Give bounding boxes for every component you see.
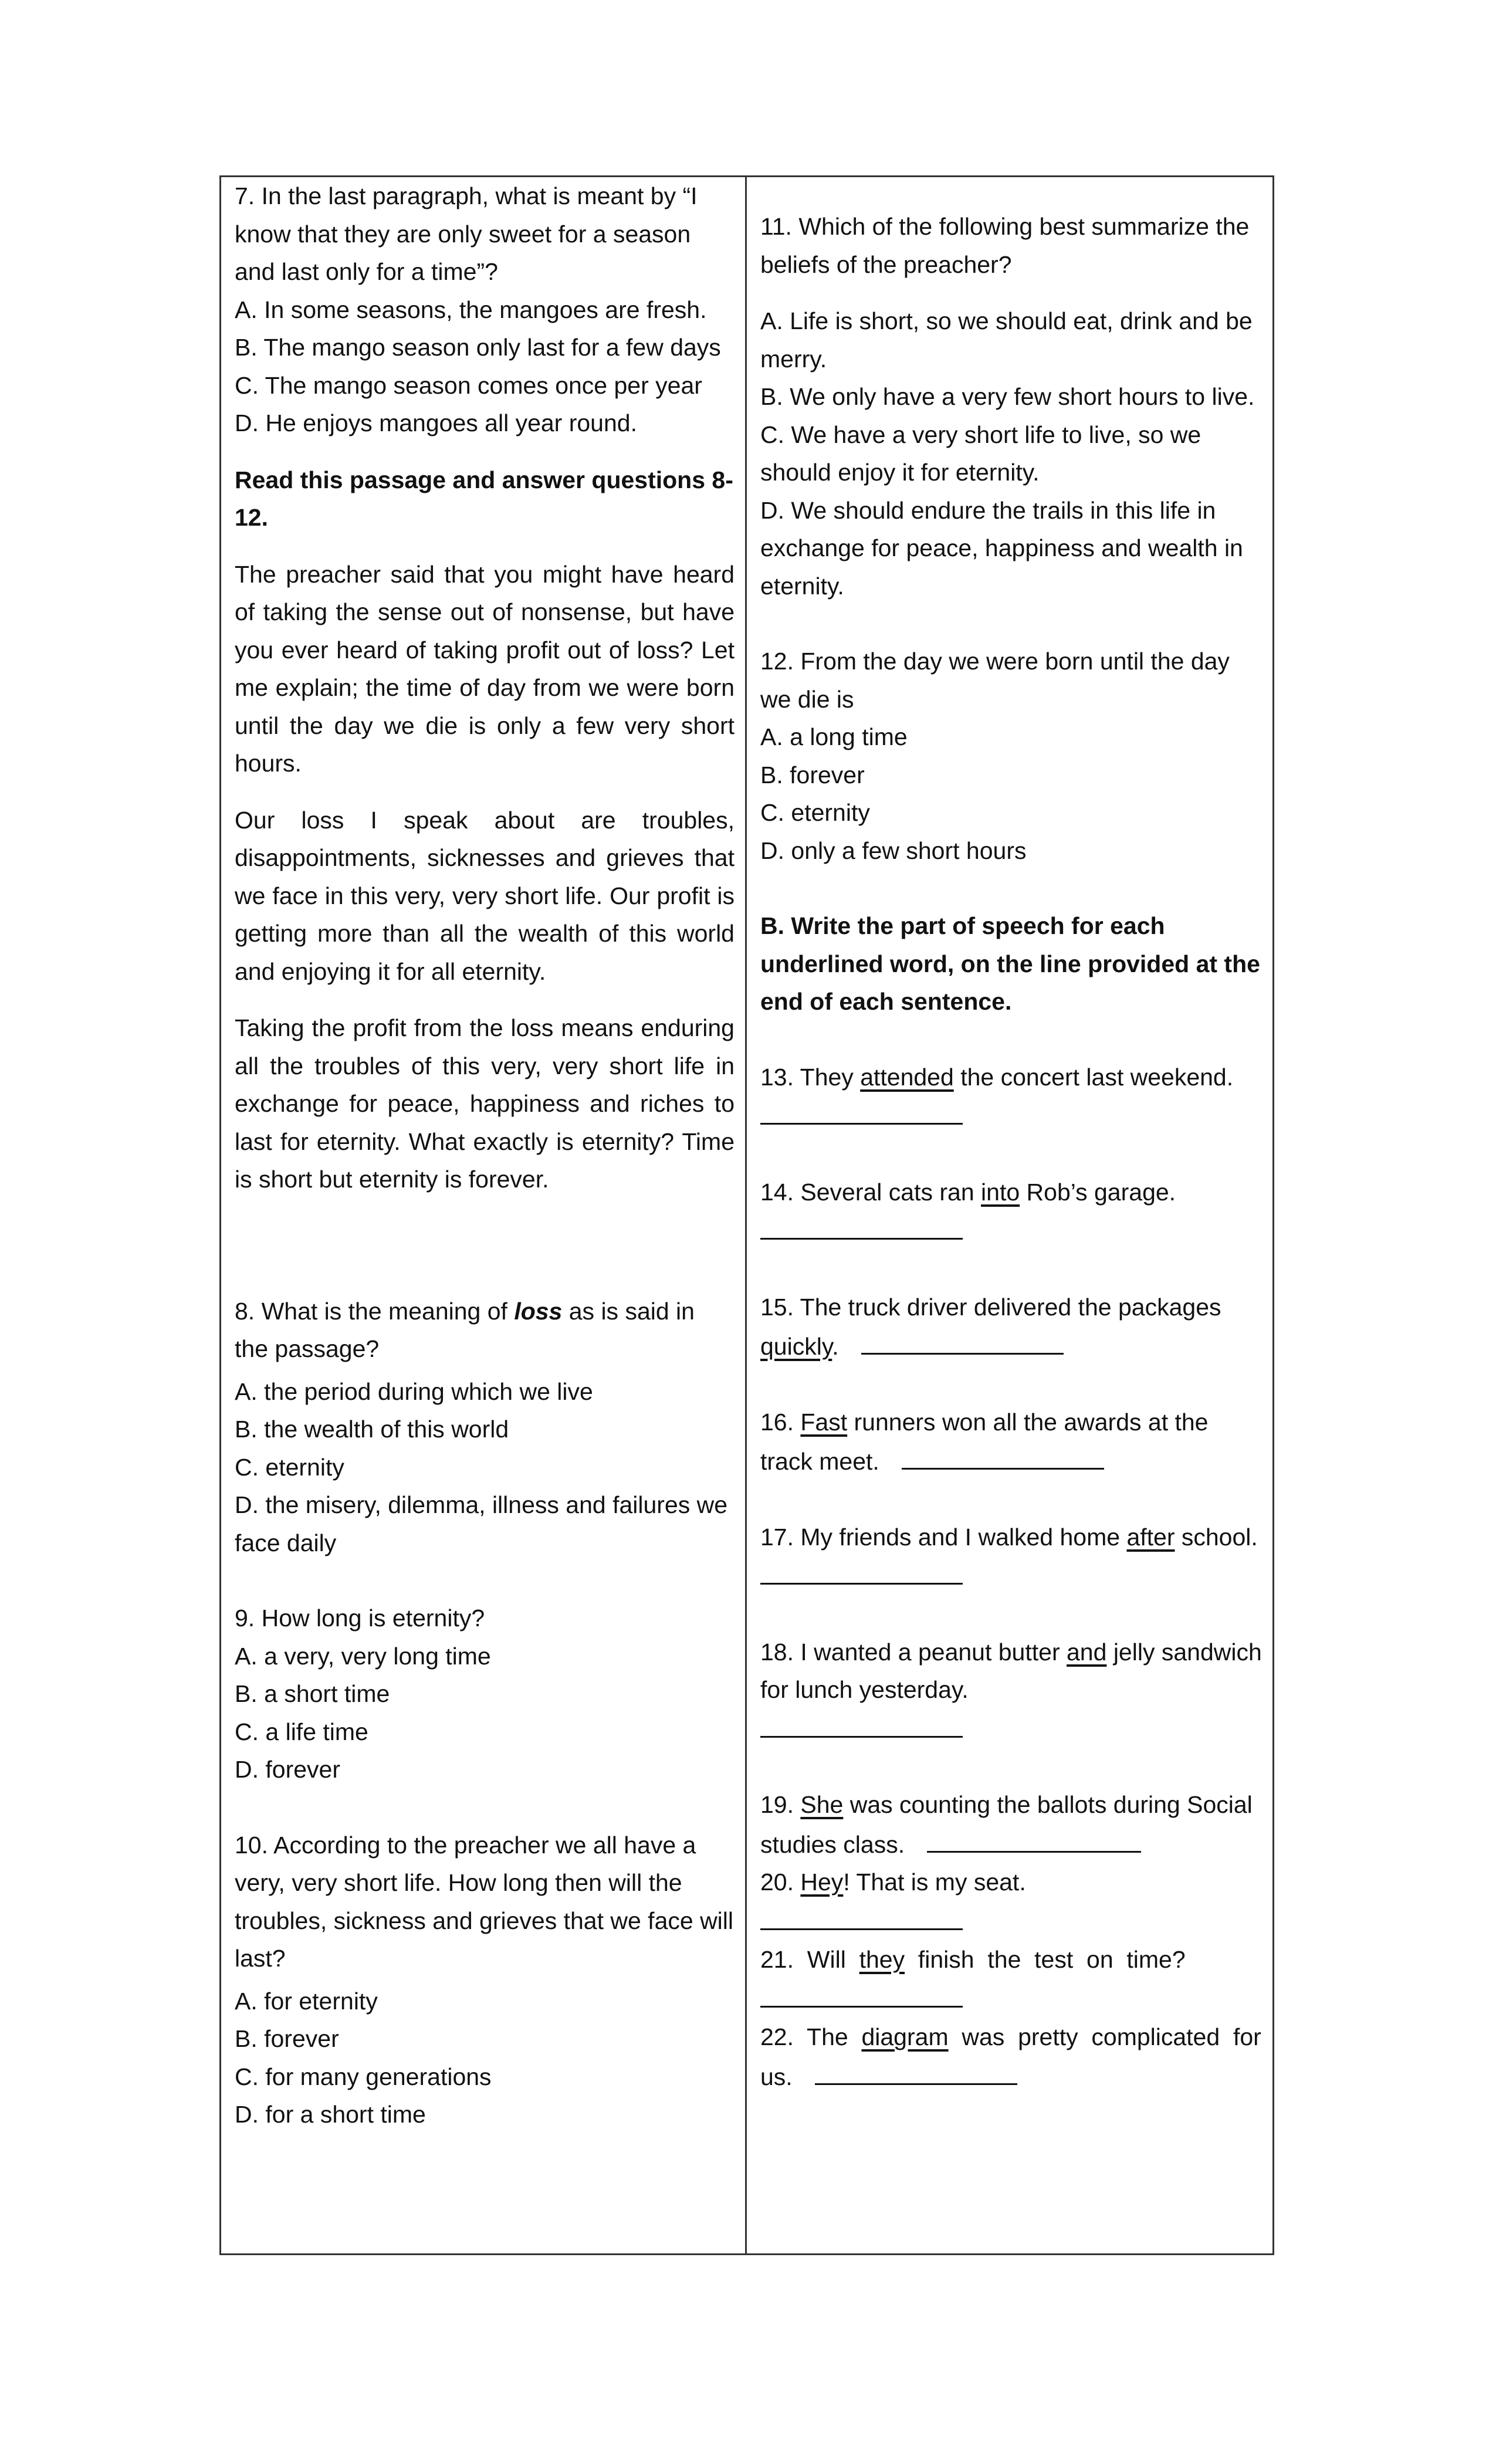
item-14: [760, 1173, 1262, 1211]
q10-option-a: A. for eternity: [235, 1987, 378, 2015]
item-18: [760, 1633, 1262, 1709]
q7-option-a: A. In some seasons, the mangoes are fresh.: [235, 296, 707, 323]
q7-option-c: C. The mango season comes once per year: [235, 371, 702, 399]
item-14-underlined-word: into: [981, 1178, 1020, 1206]
q9-option-d: D. forever: [235, 1756, 340, 1783]
q11-option-a: A. Life is short, so we should eat, drink and be merry.: [760, 307, 1253, 373]
item-20-text-after: ! That is my seat.: [843, 1869, 1026, 1896]
item-17: [760, 1518, 1262, 1596]
passage-paragraph-3: Taking the profit from the loss means enduring all the troubles of this very, very short life in exchange for peace, happiness and riches to last for eternity. What exactly is eternity? Time is short but eternity is forever.: [235, 1014, 735, 1193]
item-17-text-before: 17. My friends and I walked home: [760, 1523, 1127, 1551]
worksheet-table: [219, 175, 1274, 2255]
item-21: [760, 1941, 1262, 1979]
q8-option-c: C. eternity: [235, 1453, 344, 1481]
q8-stem-before: 8. What is the meaning of: [235, 1297, 515, 1325]
item-13-text-before: 13. They: [760, 1063, 861, 1091]
q9-option-c: C. a life time: [235, 1718, 368, 1745]
q9-stem: 9. How long is eternity?: [235, 1605, 485, 1632]
answer-blank[interactable]: [760, 1556, 963, 1585]
item-19: [760, 1786, 1262, 1863]
item-18-answer-line[interactable]: [760, 1709, 1262, 1749]
answer-blank[interactable]: [815, 2056, 1017, 2085]
item-13-text-after: the concert last weekend.: [953, 1063, 1234, 1091]
item-14-answer-line[interactable]: [760, 1211, 1262, 1251]
q8-stem: [235, 1292, 735, 1368]
section-b-instruction: B. Write the part of speech for each underlined word, on the line provided at the end of each sentence.: [760, 912, 1260, 1015]
q8-option-d: D. the misery, dilemma, illness and failures we face daily: [235, 1491, 728, 1556]
q12-option-a: A. a long time: [760, 723, 908, 750]
q8-option-b: B. the wealth of this world: [235, 1416, 509, 1443]
answer-blank[interactable]: [760, 1096, 963, 1125]
item-14-text-after: Rob’s garage.: [1020, 1178, 1176, 1206]
answer-blank[interactable]: [902, 1441, 1104, 1470]
q7-option-b: B. The mango season only last for a few days: [235, 334, 721, 361]
item-21-text-after: finish the test on time?: [905, 1946, 1186, 1973]
item-13-answer-line[interactable]: [760, 1096, 1262, 1136]
q10-option-c: C. for many generations: [235, 2063, 492, 2090]
q9-option-b: B. a short time: [235, 1680, 390, 1707]
item-22: [760, 2018, 1268, 2096]
item-21-answer-line[interactable]: [760, 1979, 1262, 2019]
item-15-underlined-word: quickly: [760, 1333, 832, 1360]
left-column: [221, 177, 747, 2253]
item-17-underlined-word: after: [1126, 1523, 1175, 1551]
answer-blank[interactable]: [861, 1326, 1064, 1355]
q7-option-d: D. He enjoys mangoes all year round.: [235, 409, 637, 436]
item-22-text-before: 22. The: [760, 2023, 862, 2050]
q12-option-b: B. forever: [760, 761, 865, 788]
item-18-text-before: 18. I wanted a peanut butter: [760, 1638, 1067, 1666]
q10-option-d: D. for a short time: [235, 2101, 426, 2128]
item-19-text-before: 19.: [760, 1791, 801, 1818]
passage-paragraph-2: Our loss I speak about are troubles, disappointments, sicknesses and grieves that we face in this very, very short life. Our profit is getting more than all the wealth of this world and enjoying it for all eternity.: [235, 806, 735, 985]
answer-blank[interactable]: [760, 1979, 963, 2008]
item-16: [760, 1403, 1262, 1481]
item-21-underlined-word: they: [859, 1946, 905, 1973]
item-18-underlined-word: and: [1067, 1638, 1107, 1666]
item-17-text-after: school.: [1175, 1523, 1258, 1551]
answer-blank[interactable]: [927, 1824, 1141, 1853]
item-14-text-before: 14. Several cats ran: [760, 1178, 981, 1206]
item-20: [760, 1863, 1262, 1901]
q11-stem: 11. Which of the following best summarize the beliefs of the preacher?: [760, 213, 1250, 278]
item-13-underlined-word: attended: [860, 1063, 954, 1091]
q11-option-d: D. We should endure the trails in this life in exchange for peace, happiness and wealth in eternity.: [760, 496, 1243, 600]
q8-option-a: A. the period during which we live: [235, 1377, 593, 1405]
item-22-text-after: was pretty complicated for us.: [760, 2023, 1268, 2090]
answer-blank[interactable]: [760, 1709, 963, 1738]
answer-blank[interactable]: [760, 1211, 963, 1240]
passage-paragraph-1: The preacher said that you might have heard of taking the sense out of nonsense, but have you ever heard of taking profit out of loss? Let me explain; the time of day from we were born until the day we die is only a few very short hours.: [235, 560, 735, 777]
q10-stem: 10. According to the preacher we all have a very, very short life. How long then will the troubles, sickness and grieves that we face will last?: [235, 1831, 734, 1972]
item-15: [760, 1288, 1262, 1366]
q9-option-a: A. a very, very long time: [235, 1642, 491, 1670]
item-15-text-after: .: [832, 1333, 839, 1360]
q12-option-c: C. eternity: [760, 799, 870, 826]
q10-option-b: B. forever: [235, 2025, 339, 2052]
answer-blank[interactable]: [760, 1901, 963, 1930]
item-16-underlined-word: Fast: [800, 1408, 848, 1436]
item-15-text-before: 15. The truck driver delivered the packages: [760, 1293, 1221, 1321]
item-21-text-before: 21. Will: [760, 1946, 859, 1973]
q8-stem-emphasis: loss: [514, 1297, 563, 1325]
item-18-text-after: jelly sandwich for lunch yesterday.: [760, 1638, 1262, 1703]
q12-option-d: D. only a few short hours: [760, 837, 1027, 864]
q8-stem-after: as is said in the passage?: [235, 1297, 695, 1362]
right-column: [747, 177, 1272, 2253]
item-19-underlined-word: She: [800, 1791, 844, 1818]
q11-option-c: C. We have a very short life to live, so we should enjoy it for eternity.: [760, 421, 1201, 486]
item-20-answer-line[interactable]: [760, 1901, 1262, 1941]
item-20-underlined-word: Hey: [800, 1869, 844, 1896]
q7-stem: 7. In the last paragraph, what is meant by “I know that they are only sweet for a season and last only for a time”?: [235, 182, 698, 285]
item-20-text-before: 20.: [760, 1869, 801, 1896]
passage-instruction: Read this passage and answer questions 8-12.: [235, 466, 733, 531]
q12-stem: 12. From the day we were born until the day we die is: [760, 648, 1230, 713]
item-16-text-after: runners won all the awards at the track meet.: [760, 1408, 1209, 1475]
item-13: [760, 1058, 1262, 1096]
item-22-underlined-word: diagram: [861, 2023, 949, 2050]
item-19-text-after: was counting the ballots during Social studies class.: [760, 1791, 1253, 1858]
q11-option-b: B. We only have a very few short hours to live.: [760, 383, 1255, 410]
item-16-text-before: 16.: [760, 1408, 801, 1436]
